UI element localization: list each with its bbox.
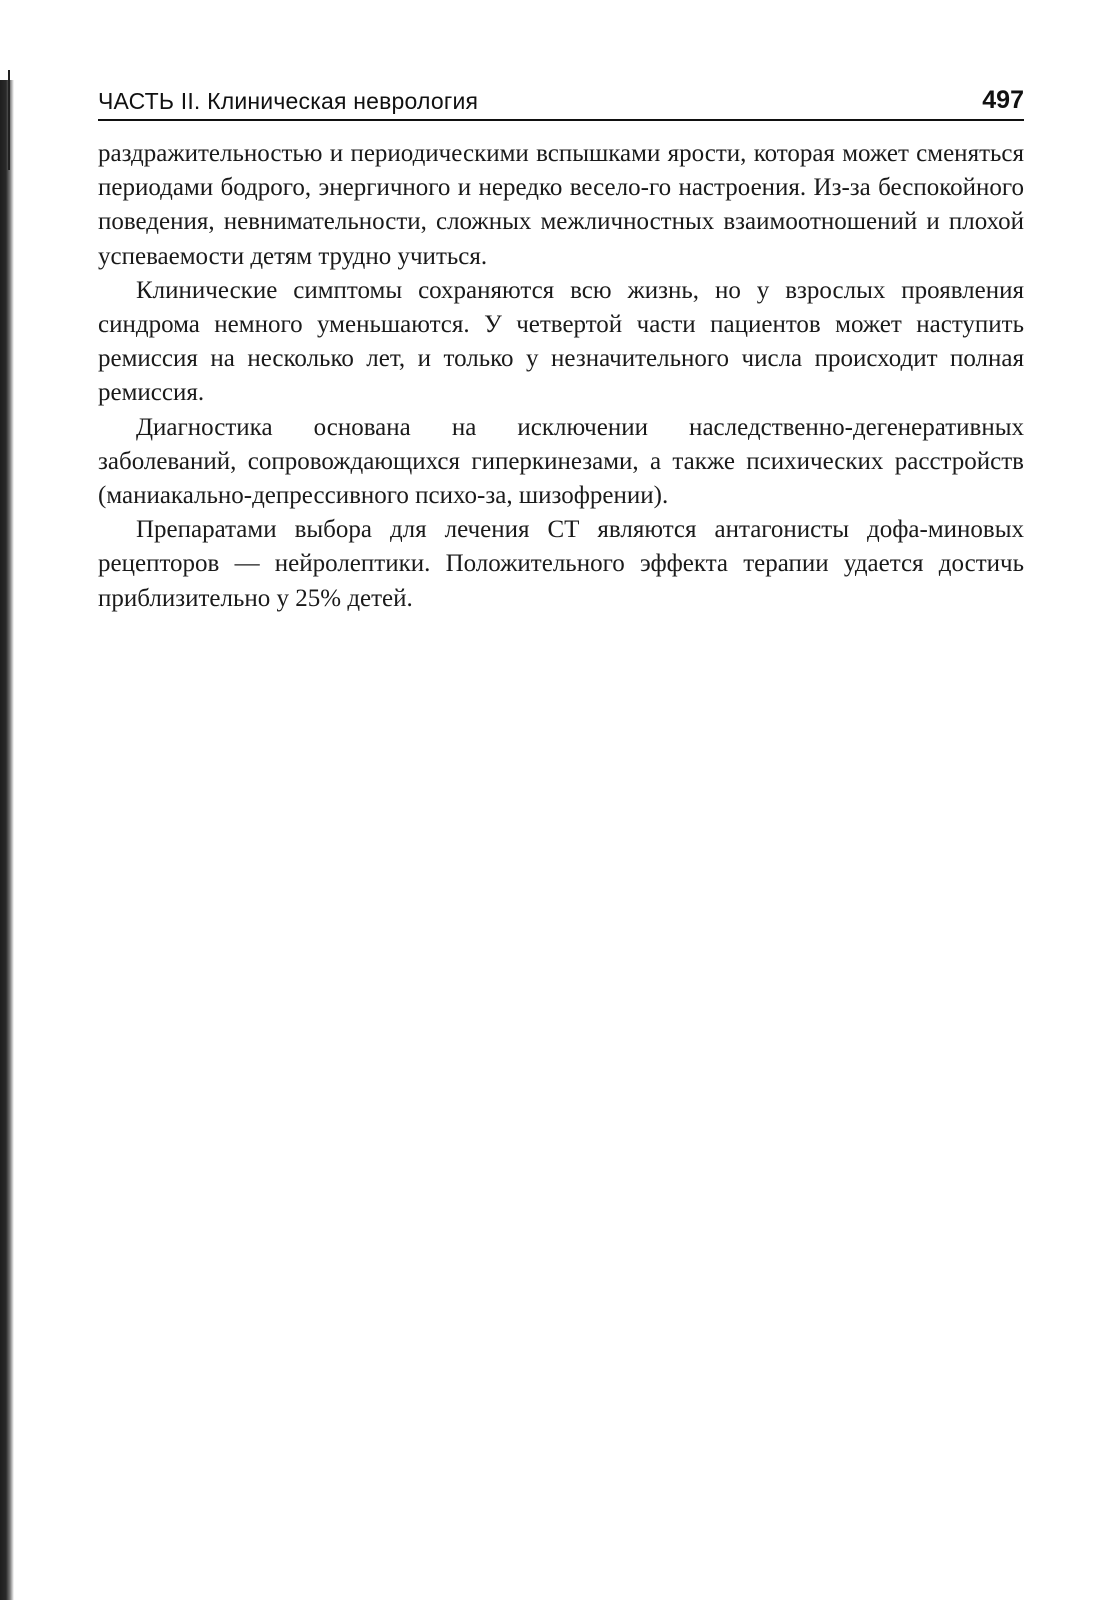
section-title: ЧАСТЬ II. Клиническая неврология (98, 88, 479, 114)
paragraph-treatment: Препаратами выбора для лечения СТ являются антагонисты дофа-миновых рецепторов — нейролептики. Положительного эффекта терапии удается достичь приблизительно у 25% детей. (98, 516, 1024, 612)
paragraph-continuation: раздражительностью и периодическими вспышками ярости, которая может сменяться периодами бодрого, энергичного и нередко весело-го настроения. Из-за беспокойного поведения, невнимательности, сложных межличностных взаимоотношений и плохой успеваемости детям трудно учиться. (98, 140, 1024, 270)
book-page (98, 86, 1024, 616)
body-text (98, 137, 1024, 616)
paragraph-clinical-symptoms: Клинические симптомы сохраняются всю жизнь, но у взрослых проявления синдрома немного уменьшаются. У четвертой части пациентов может наступить ремиссия на несколько лет, и только у незначительного числа происходит полная ремиссия. (98, 276, 1024, 407)
running-header (98, 86, 1024, 121)
scan-mark (8, 70, 10, 170)
scan-shadow-edge (0, 0, 14, 1600)
page-number: 497 (982, 86, 1024, 114)
scan-edge-top (0, 0, 14, 80)
paragraph-diagnostics: Диагностика основана на исключении наследственно-дегенеративных заболеваний, сопровождающихся гиперкинезами, а также психических расстройств (маниакально-депрессивного психо-за, шизофрении). (98, 413, 1024, 510)
